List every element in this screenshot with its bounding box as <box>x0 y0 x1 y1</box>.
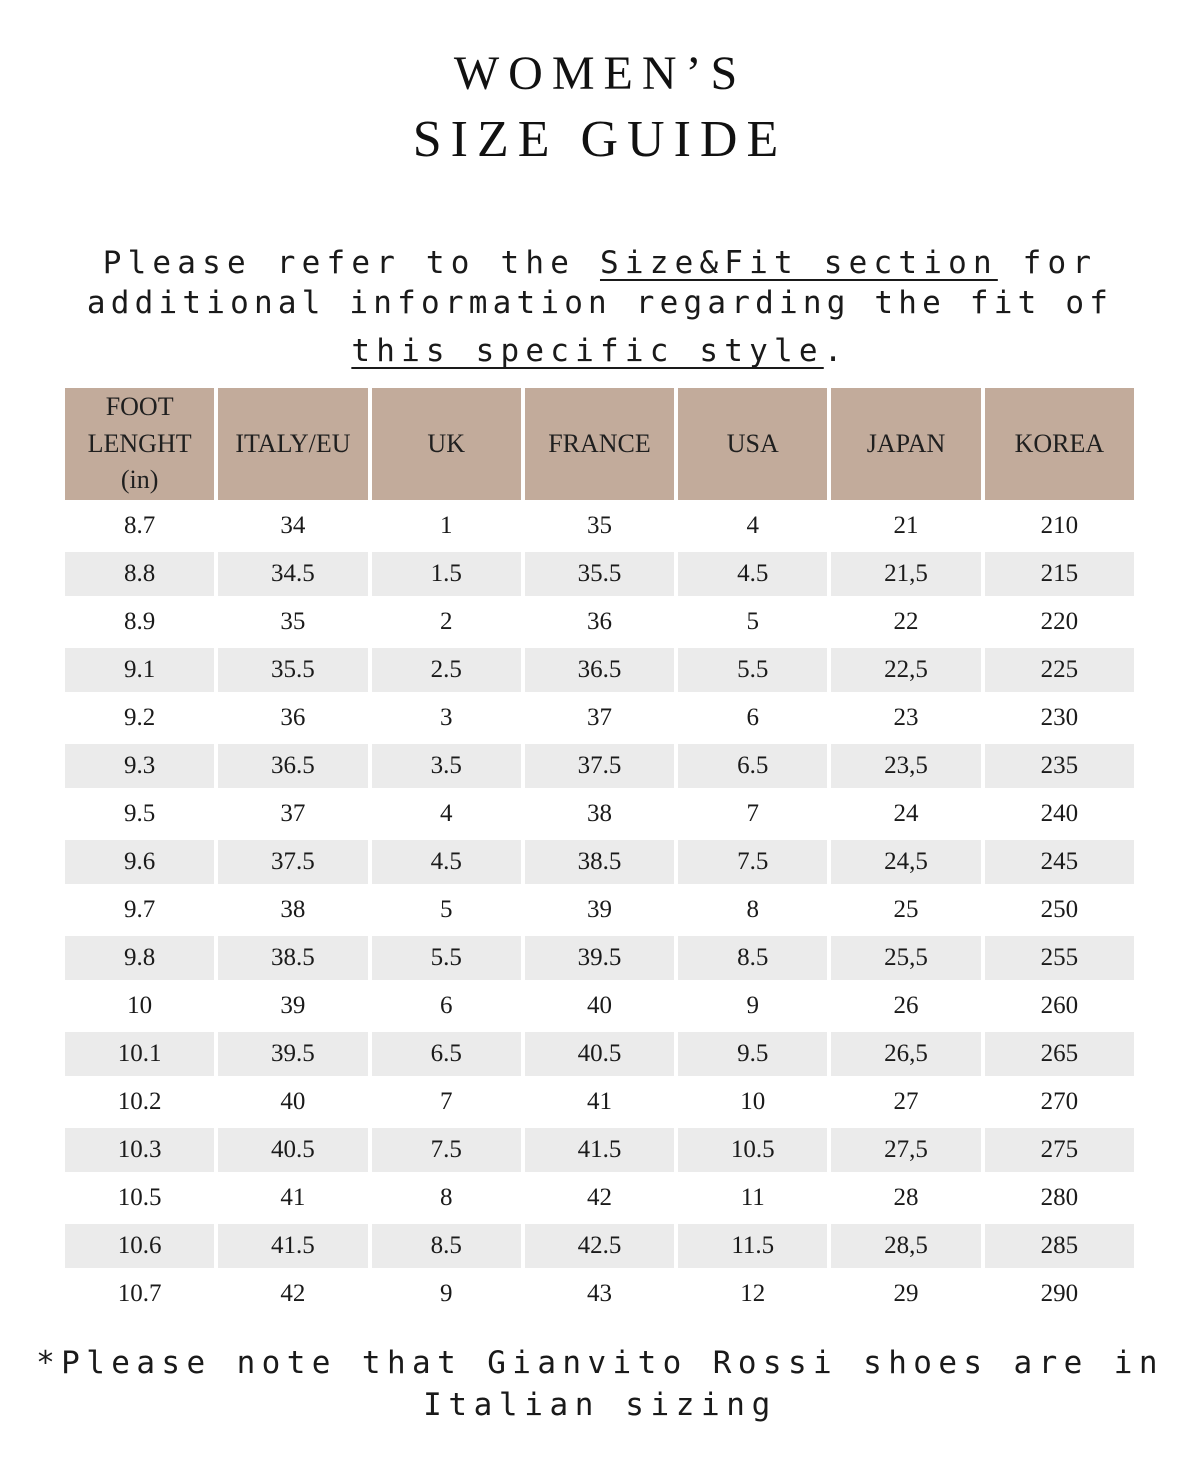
cell-korea: 260 <box>1040 992 1079 1019</box>
cell-italy-eu: 42 <box>280 1280 306 1307</box>
cell-korea: 285 <box>985 1224 1134 1268</box>
cell-france: 35 <box>586 512 612 539</box>
cell-uk: 2.5 <box>372 648 521 692</box>
cell-foot-length: 9.8 <box>65 936 214 980</box>
cell-france: 36.5 <box>525 648 674 692</box>
cell-korea: 245 <box>985 840 1134 884</box>
intro-suffix: for <box>997 245 1098 281</box>
cell-usa: 8.5 <box>678 936 827 980</box>
cell-usa: 7 <box>746 800 760 827</box>
cell-korea: 270 <box>1040 1088 1079 1115</box>
cell-italy-eu: 37.5 <box>218 840 367 884</box>
cell-italy-eu: 34 <box>280 512 306 539</box>
intro-period: . <box>823 333 849 369</box>
cell-foot-length: 9.6 <box>65 840 214 884</box>
cell-usa: 11 <box>740 1184 765 1211</box>
table-row <box>65 696 1134 740</box>
cell-france: 35.5 <box>525 552 674 596</box>
cell-japan: 25,5 <box>831 936 980 980</box>
cell-italy-eu: 38.5 <box>218 936 367 980</box>
cell-france: 38.5 <box>525 840 674 884</box>
cell-japan: 27,5 <box>831 1128 980 1172</box>
cell-japan: 24 <box>893 800 919 827</box>
cell-italy-eu: 38 <box>280 896 306 923</box>
cell-france: 43 <box>586 1280 612 1307</box>
cell-japan: 26 <box>893 992 919 1019</box>
cell-usa: 11.5 <box>678 1224 827 1268</box>
header-foot-line-2: LENGHT <box>87 428 192 458</box>
table-row <box>65 1128 1134 1172</box>
table-row <box>65 1032 1134 1076</box>
cell-usa: 6 <box>746 704 760 731</box>
cell-korea: 220 <box>1040 608 1079 635</box>
cell-korea: 240 <box>1040 800 1079 827</box>
cell-france: 41 <box>586 1088 612 1115</box>
table-row <box>65 792 1134 836</box>
cell-usa: 12 <box>740 1280 766 1307</box>
cell-japan: 22,5 <box>831 648 980 692</box>
title-line-1: WOMEN’S <box>453 47 747 100</box>
intro-line-3 <box>40 333 1160 369</box>
cell-uk: 2 <box>439 608 453 635</box>
cell-japan: 21,5 <box>831 552 980 596</box>
table-row <box>65 1176 1134 1220</box>
cell-france: 40.5 <box>525 1032 674 1076</box>
cell-japan: 26,5 <box>831 1032 980 1076</box>
cell-japan: 28 <box>893 1184 919 1211</box>
cell-france: 42.5 <box>525 1224 674 1268</box>
cell-japan: 29 <box>893 1280 919 1307</box>
cell-korea: 250 <box>1040 896 1079 923</box>
cell-usa: 10 <box>740 1088 766 1115</box>
table-row <box>65 552 1134 596</box>
cell-foot-length: 10.2 <box>117 1088 162 1115</box>
cell-uk: 6.5 <box>372 1032 521 1076</box>
cell-italy-eu: 36 <box>280 704 306 731</box>
cell-foot-length: 8.7 <box>124 512 156 539</box>
size-fit-link[interactable]: Size&Fit section <box>599 245 998 281</box>
cell-uk: 6 <box>439 992 453 1019</box>
cell-foot-length: 10.6 <box>65 1224 214 1268</box>
cell-usa: 5.5 <box>678 648 827 692</box>
cell-japan: 25 <box>893 896 919 923</box>
cell-usa: 8 <box>746 896 760 923</box>
table-row <box>65 936 1134 980</box>
header-france: FRANCE <box>525 388 674 500</box>
cell-usa: 6.5 <box>678 744 827 788</box>
cell-foot-length: 9.7 <box>124 896 156 923</box>
table-row <box>65 1272 1134 1316</box>
cell-italy-eu: 41 <box>280 1184 306 1211</box>
cell-uk: 1.5 <box>372 552 521 596</box>
header-foot-line-3: (in) <box>120 465 159 495</box>
intro-line-1 <box>40 245 1160 281</box>
table-row <box>65 504 1134 548</box>
cell-uk: 5 <box>439 896 453 923</box>
cell-foot-length: 8.9 <box>124 608 156 635</box>
cell-korea: 265 <box>985 1032 1134 1076</box>
cell-uk: 3.5 <box>372 744 521 788</box>
header-foot-line-1: FOOT <box>105 392 174 422</box>
cell-uk: 4.5 <box>372 840 521 884</box>
cell-france: 38 <box>586 800 612 827</box>
cell-foot-length: 9.1 <box>65 648 214 692</box>
table-row <box>65 600 1134 644</box>
cell-korea: 255 <box>985 936 1134 980</box>
table-row <box>65 648 1134 692</box>
cell-france: 39.5 <box>525 936 674 980</box>
cell-japan: 27 <box>893 1088 919 1115</box>
cell-italy-eu: 35.5 <box>218 648 367 692</box>
cell-foot-length: 10.3 <box>65 1128 214 1172</box>
table-row <box>65 1080 1134 1124</box>
table-row <box>65 1224 1134 1268</box>
cell-usa: 5 <box>746 608 760 635</box>
cell-foot-length: 10.7 <box>117 1280 162 1307</box>
cell-france: 36 <box>586 608 612 635</box>
cell-korea: 290 <box>1040 1280 1079 1307</box>
header-italy-eu: ITALY/EU <box>218 388 367 500</box>
size-table <box>61 384 1138 1320</box>
cell-france: 37.5 <box>525 744 674 788</box>
table-row <box>65 888 1134 932</box>
cell-korea: 215 <box>985 552 1134 596</box>
cell-japan: 22 <box>893 608 919 635</box>
cell-italy-eu: 41.5 <box>218 1224 367 1268</box>
cell-foot-length: 10.5 <box>117 1184 162 1211</box>
cell-korea: 280 <box>1040 1184 1079 1211</box>
cell-italy-eu: 40 <box>280 1088 306 1115</box>
cell-france: 40 <box>586 992 612 1019</box>
cell-usa: 4 <box>746 512 760 539</box>
table-row <box>65 744 1134 788</box>
cell-foot-length: 9.3 <box>65 744 214 788</box>
cell-uk: 7.5 <box>372 1128 521 1172</box>
cell-france: 39 <box>586 896 612 923</box>
cell-uk: 3 <box>439 704 453 731</box>
cell-foot-length: 9.2 <box>124 704 156 731</box>
specific-style-link[interactable]: this specific style <box>351 333 824 369</box>
cell-italy-eu: 39.5 <box>218 1032 367 1076</box>
cell-uk: 4 <box>439 800 453 827</box>
cell-italy-eu: 37 <box>280 800 306 827</box>
cell-korea: 275 <box>985 1128 1134 1172</box>
cell-uk: 5.5 <box>372 936 521 980</box>
cell-usa: 7.5 <box>678 840 827 884</box>
cell-usa: 4.5 <box>678 552 827 596</box>
cell-usa: 9 <box>746 992 760 1019</box>
cell-italy-eu: 34.5 <box>218 552 367 596</box>
note-line-2: Italian sizing <box>423 1387 777 1423</box>
cell-foot-length: 8.8 <box>65 552 214 596</box>
cell-france: 42 <box>586 1184 612 1211</box>
table-header-row <box>65 388 1134 500</box>
cell-korea: 225 <box>985 648 1134 692</box>
cell-uk: 8.5 <box>372 1224 521 1268</box>
cell-korea: 235 <box>985 744 1134 788</box>
cell-italy-eu: 40.5 <box>218 1128 367 1172</box>
cell-usa: 10.5 <box>678 1128 827 1172</box>
table-row <box>65 840 1134 884</box>
header-korea: KOREA <box>985 388 1134 500</box>
cell-foot-length: 10.1 <box>65 1032 214 1076</box>
cell-japan: 21 <box>893 512 919 539</box>
header-uk: UK <box>372 388 521 500</box>
cell-foot-length: 9.5 <box>124 800 156 827</box>
cell-korea: 230 <box>1040 704 1079 731</box>
cell-france: 37 <box>586 704 612 731</box>
table-row <box>65 984 1134 1028</box>
header-japan: JAPAN <box>831 388 980 500</box>
title-line-2: SIZE GUIDE <box>412 111 788 168</box>
cell-uk: 1 <box>439 512 453 539</box>
header-usa: USA <box>678 388 827 500</box>
cell-usa: 9.5 <box>678 1032 827 1076</box>
cell-italy-eu: 36.5 <box>218 744 367 788</box>
size-table-body <box>65 504 1134 1316</box>
cell-foot-length: 10 <box>127 992 153 1019</box>
cell-uk: 8 <box>439 1184 453 1211</box>
cell-uk: 9 <box>439 1280 453 1307</box>
cell-italy-eu: 39 <box>280 992 306 1019</box>
cell-japan: 24,5 <box>831 840 980 884</box>
cell-japan: 23 <box>893 704 919 731</box>
intro-line-2: additional information regarding the fit of <box>86 285 1114 321</box>
cell-korea: 210 <box>1040 512 1079 539</box>
cell-japan: 23,5 <box>831 744 980 788</box>
cell-japan: 28,5 <box>831 1224 980 1268</box>
cell-uk: 7 <box>439 1088 453 1115</box>
note-line-1: *Please note that Gianvito Rossi shoes are in <box>36 1345 1164 1381</box>
cell-france: 41.5 <box>525 1128 674 1172</box>
header-foot-length <box>65 388 214 500</box>
intro-prefix: Please refer to the <box>102 245 600 281</box>
cell-italy-eu: 35 <box>280 608 306 635</box>
